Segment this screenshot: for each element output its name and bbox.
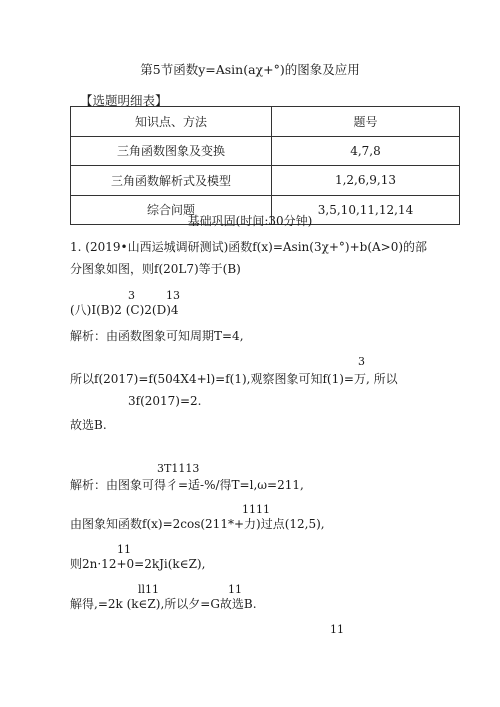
solution-line: 解得,=2k (k∈Z),所以夕=G故选B.	[70, 597, 257, 611]
header-cell-number: 题号	[272, 107, 460, 137]
topic-table	[70, 106, 460, 225]
problem-line: 1. (2019•山西运城调研测试)函数f(x)=Asin(3χ+°)+b(A>0)的部	[70, 240, 428, 254]
table-cell: 1,2,6,9,13	[272, 166, 460, 196]
table-cell: 三角函数图象及变换	[71, 136, 272, 166]
superscript: 11	[117, 543, 131, 556]
solution-line: 由图象知函数f(x)=2cos(211*+力)过点(12,5),	[70, 517, 325, 531]
table-cell: 综合问题	[71, 195, 272, 225]
solution-line: 则2n·12+0=2kJi(k∈Z),	[70, 557, 206, 571]
table-cell: 4,7,8	[272, 136, 460, 166]
superscript: 3T1113	[157, 462, 200, 475]
table-label: 【选题明细表】	[80, 93, 168, 108]
solution-line: 解析：由图象可得彳=适-%/得T=l,ω=211,	[70, 478, 304, 492]
table-cell: 三角函数解析式及模型	[71, 166, 272, 196]
superscript: 3	[128, 289, 135, 302]
answer-options: (八)I(B)2 (C)2(D)4	[70, 303, 179, 317]
section-heading: 基础巩固(时间:30分钟)	[187, 214, 313, 228]
superscript: 1111	[242, 503, 270, 516]
header-cell-topic: 知识点、方法	[71, 107, 272, 137]
page-title: 第5节函数y=Asin(aχ+°)的图象及应用	[140, 62, 360, 77]
table-header-row	[71, 107, 460, 137]
trailing-number: 11	[330, 623, 344, 636]
solution-line: 解析：由函数图象可知周期T=4,	[70, 329, 244, 343]
solution-line: 3f(2017)=2.	[128, 394, 202, 408]
table-cell: 3,5,10,11,12,14	[272, 195, 460, 225]
superscript: 11	[228, 583, 242, 596]
table-row	[71, 166, 460, 196]
superscript: 13	[166, 289, 180, 302]
solution-line: 故选B.	[70, 418, 107, 432]
problem-line: 分图象如图，则f(20L7)等于(B)	[70, 262, 241, 276]
table-row	[71, 136, 460, 166]
solution-line: 所以f(2017)=f(504X4+l)=f(1),观察图象可知f(1)=万, 所以	[70, 372, 398, 386]
superscript: 3	[358, 355, 365, 368]
superscript: ll11	[138, 583, 160, 596]
